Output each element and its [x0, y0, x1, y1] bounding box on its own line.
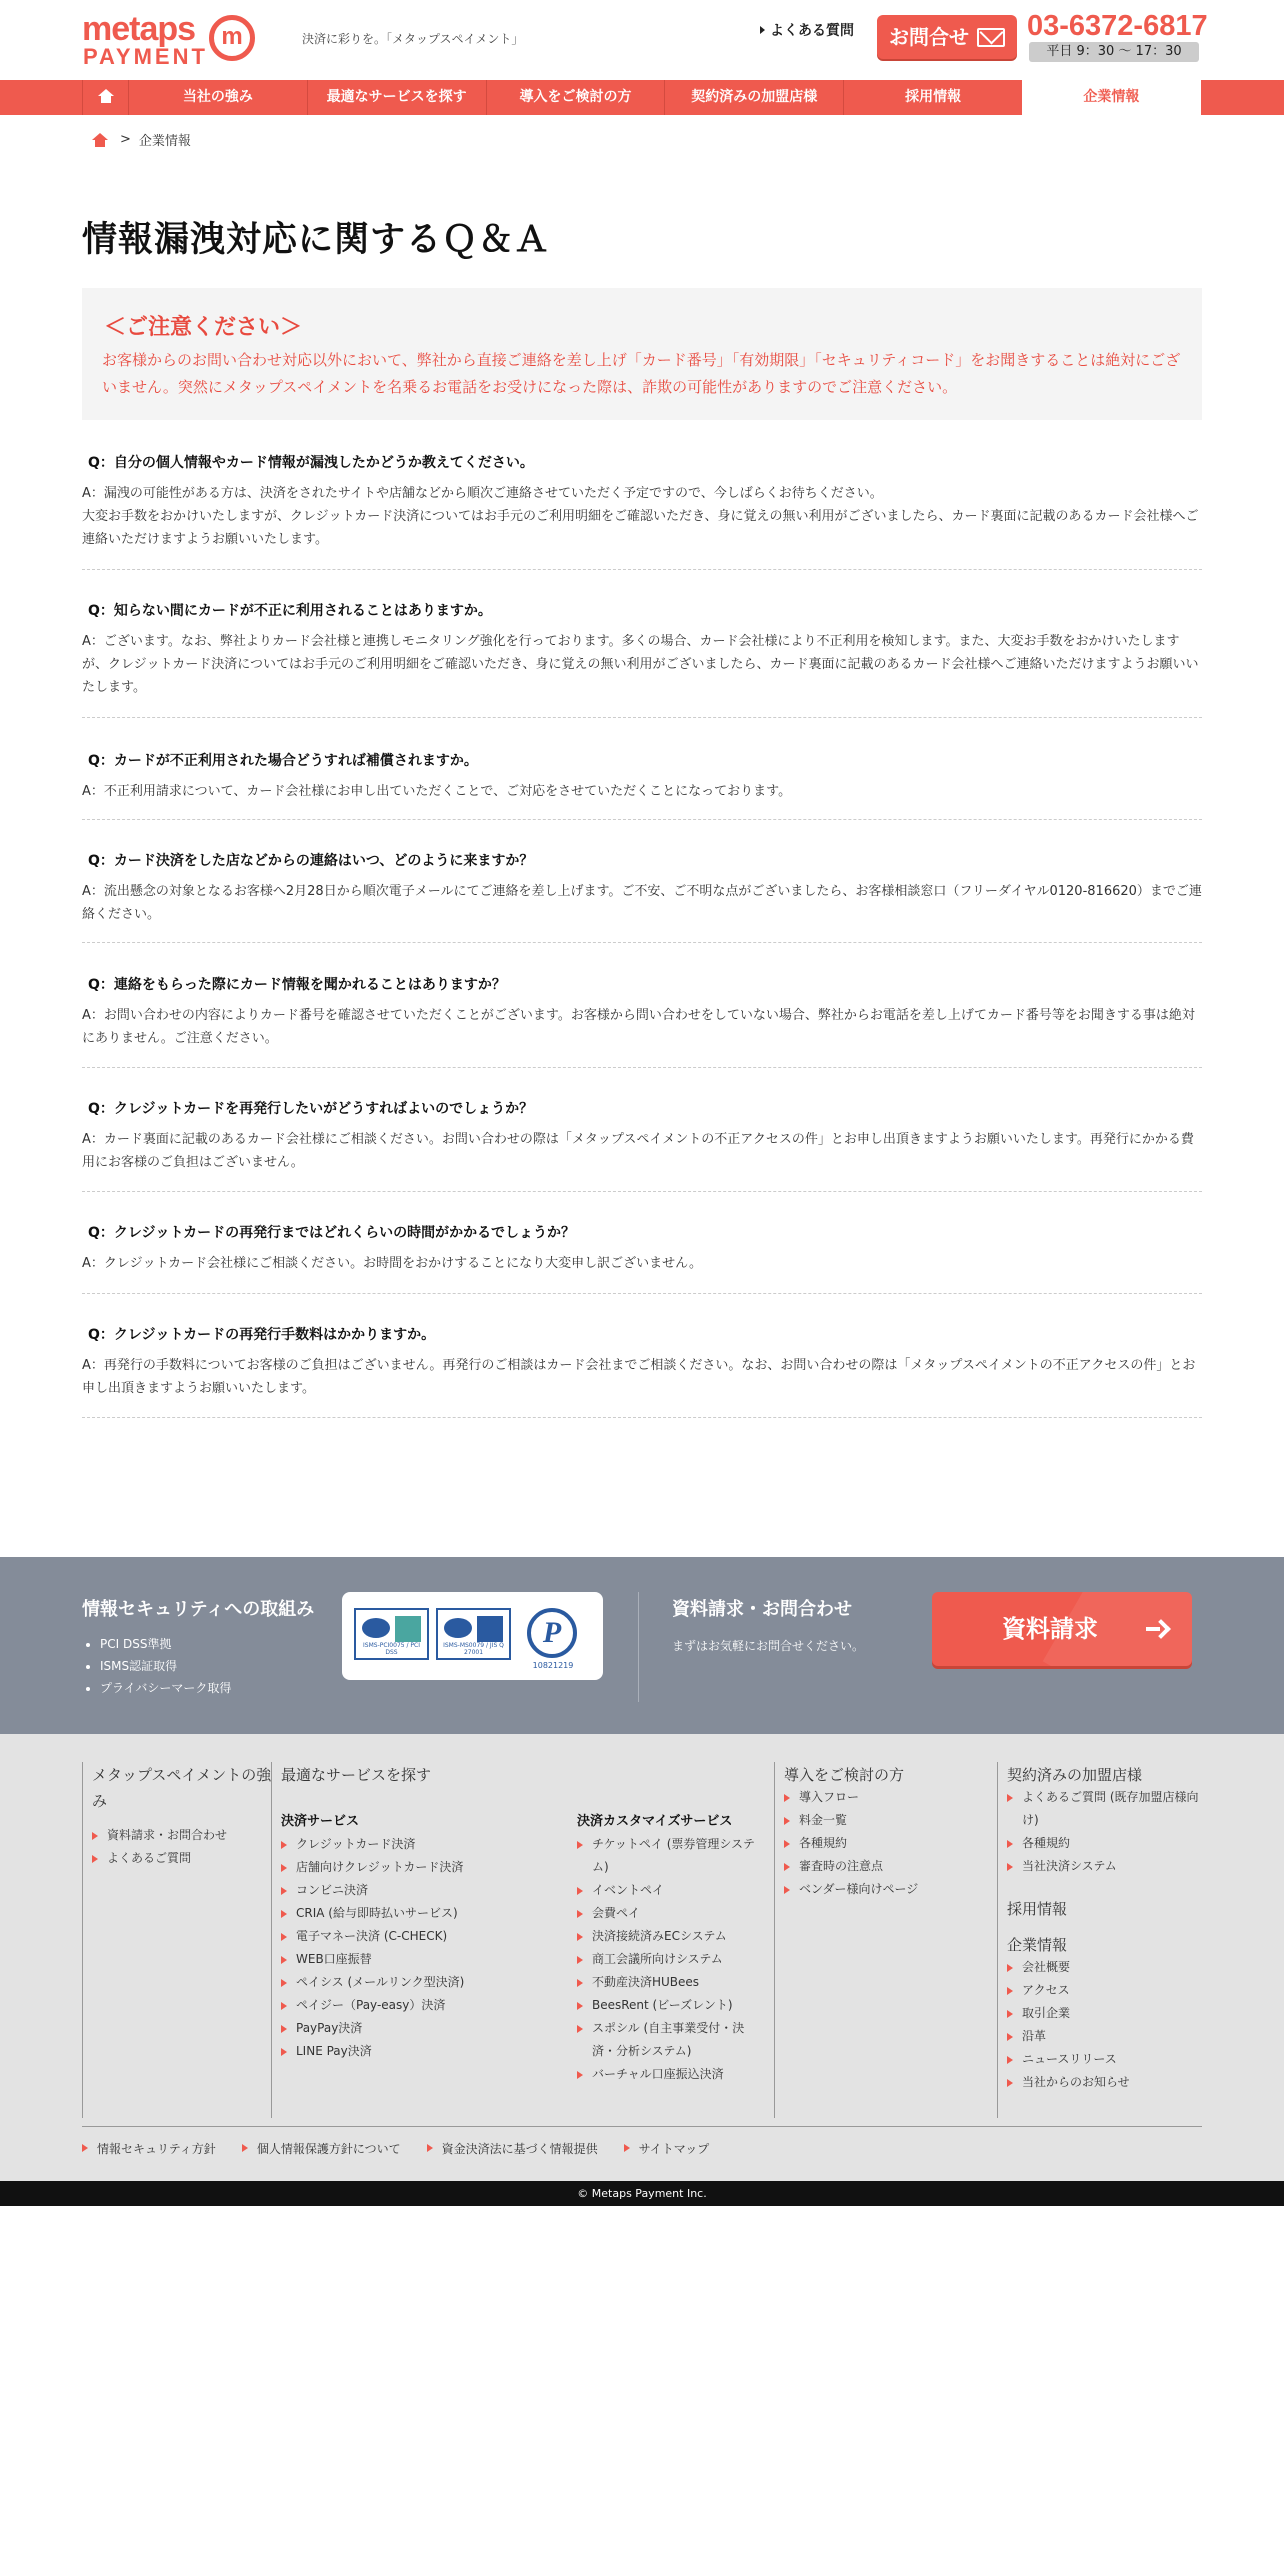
qa-item [82, 452, 1202, 570]
certification-logos [342, 1592, 603, 1680]
qa-question: Q：クレジットカードの再発行まではどれくらいの時間がかかるでしょうか？ [88, 1225, 575, 1241]
qa-question: Q：クレジットカードの再発行手数料はかかりますか。 [88, 1327, 436, 1343]
faq-link[interactable]: よくある質問 [760, 20, 854, 40]
sitemap-link[interactable]: スポシル (自主事業受付・決済・分析システム) [577, 2017, 757, 2063]
sitemap-link[interactable]: クレジットカード決済 [281, 1833, 561, 1856]
sitemap-link[interactable]: 料金一覧 [784, 1809, 998, 1832]
sitemap-heading[interactable]: 最適なサービスを探す [281, 1766, 432, 1784]
phone-number[interactable]: 03-6372-6817 [1027, 10, 1208, 42]
global-nav [0, 80, 1284, 115]
divider [638, 1592, 639, 1702]
sitemap-link[interactable]: バーチャル口座振込決済 [577, 2063, 757, 2086]
sitemap-link[interactable]: 審査時の注意点 [784, 1855, 998, 1878]
breadcrumb-home-icon[interactable] [92, 133, 108, 147]
nav-strengths[interactable]: 当社の強み [128, 80, 307, 115]
qa-answer: A：ございます。なお、弊社よりカード会社様と連携しモニタリング強化を行っております。多くの場合、カード会社様により不正利用を検知します。また、大変お手数をおかけいたしますが、クレジットカード決済についてはお手元のご利用明細をご確認いただき、身に覚えの無い利用がございましたら、カード裏面に記載のあるカード会社様へご連絡いただけますようお願いいたします。 [82, 634, 1199, 695]
sitemap-link[interactable]: ニュースリリース [1007, 2048, 1202, 2071]
sitemap-link[interactable]: 導入フロー [784, 1786, 998, 1809]
qa-item [82, 1324, 1202, 1418]
request-title: 資料請求・お問合わせ [672, 1599, 852, 1620]
sitemap-heading[interactable]: 採用情報 [1007, 1900, 1068, 1918]
sitemap-subheading: 決済カスタマイズサービス [577, 1814, 733, 1829]
qa-item [82, 850, 1202, 943]
qa-question: Q：カード決済をした店などからの連絡はいつ、どのように来ますか？ [88, 853, 534, 869]
sitemap-link[interactable]: 電子マネー決済 (C-CHECK) [281, 1925, 561, 1948]
sitemap-link[interactable]: 資料請求・お問合わせ [92, 1824, 272, 1847]
qa-question: Q：自分の個人情報やカード情報が漏洩したかどうか教えてください。 [88, 455, 534, 471]
qa-answer: A：クレジットカード会社様にご相談ください。お時間をおかけすることになり大変申し訳ございません。 [82, 1256, 702, 1271]
sitemap-link[interactable]: よくあるご質問 (既存加盟店様向け) [1007, 1786, 1202, 1832]
contact-button[interactable] [877, 15, 1017, 59]
footer-link[interactable]: 資金決済法に基づく情報提供 [427, 2140, 598, 2157]
sitemap-link[interactable]: 取引企業 [1007, 2002, 1202, 2025]
qa-answer: A：不正利用請求について、カード会社様にお申し出ていただくことで、ご対応をさせていただくことになっております。 [82, 784, 792, 799]
sitemap-link[interactable]: ペイジー（Pay-easy）決済 [281, 1994, 561, 2017]
isms-jis-cert-icon [436, 1608, 511, 1660]
breadcrumb-current: 企業情報 [138, 134, 191, 149]
request-materials-button[interactable] [932, 1592, 1192, 1666]
footer-link[interactable]: サイトマップ [624, 2140, 710, 2157]
request-subtitle: まずはお気軽にお問合せください。 [672, 1639, 865, 1653]
nav-home[interactable] [82, 80, 128, 115]
security-item: • PCI DSS準拠 [100, 1633, 231, 1655]
cert-text: ISMS-PCI0075 / PCI DSS [363, 1642, 420, 1656]
site-header [0, 0, 1284, 80]
business-hours: 平日 9：30 〜 17：30 [1029, 42, 1199, 62]
sitemap-link[interactable]: 会社概要 [1007, 1956, 1202, 1979]
sitemap-link[interactable]: よくあるご質問 [92, 1847, 272, 1870]
nav-merchants[interactable]: 契約済みの加盟店様 [664, 80, 843, 115]
site-logo[interactable] [82, 10, 254, 69]
qa-answer: A：流出懸念の対象となるお客様へ2月28日から順次電子メールにてご連絡を差し上げます。ご不安、ご不明な点がございましたら、お客様相談窓口（フリーダイヤル0120-816620）までご連絡ください。 [82, 884, 1202, 922]
qa-answer: A：再発行の手数料についてお客様のご負担はございません。再発行のご相談はカード会社までご相談ください。なお、お問い合わせの際は「メタップスペイメントの不正アクセスの件」とお申し出頂きますようお願いいたします。 [82, 1358, 1196, 1396]
nav-considering[interactable]: 導入をご検討の方 [486, 80, 665, 115]
qa-question: Q：知らない間にカードが不正に利用されることはありますか。 [88, 603, 492, 619]
pmark-number: 10821219 [532, 1661, 574, 1670]
sitemap-col-strengths [82, 1762, 272, 2118]
qa-question: Q：連絡をもらった際にカード情報を聞かれることはありますか？ [88, 977, 506, 993]
sitemap-link[interactable]: BeesRent (ビーズレント) [577, 1994, 757, 2017]
logo-text-bottom: PAYMENT [83, 44, 208, 69]
qa-question: Q：カードが不正利用された場合どうすれば補償されますか。 [88, 753, 478, 769]
sitemap-link[interactable]: ペイシス (メールリンク型決済) [281, 1971, 561, 1994]
footer-link[interactable]: 情報セキュリティ方針 [82, 2140, 216, 2157]
sitemap-heading[interactable]: メタップスペイメントの強み [92, 1766, 272, 1810]
request-button-label: 資料請求 [1002, 1615, 1098, 1643]
footer-sitemap [0, 1734, 1284, 2181]
page-title: 情報漏洩対応に関するＱ＆Ａ [82, 220, 551, 260]
footer-bottom-links [82, 2140, 735, 2157]
sitemap-link[interactable]: 店舗向けクレジットカード決済 [281, 1856, 561, 1879]
security-title: 情報セキュリティへの取組み [82, 1599, 315, 1620]
qa-answer: A：カード裏面に記載のあるカード会社様にご相談ください。お問い合わせの際は「メタップスペイメントの不正アクセスの件」とお申し出頂きますようお願いいたします。再発行にかかる費用にお客様のご負担はございません。 [82, 1132, 1194, 1170]
copyright: © Metaps Payment Inc. [0, 2181, 1284, 2206]
qa-item [82, 1222, 1202, 1294]
logo-mark: m [209, 15, 255, 61]
qa-item [82, 1098, 1202, 1192]
sitemap-link[interactable]: 当社からのお知らせ [1007, 2071, 1202, 2094]
breadcrumb-separator: > [120, 132, 131, 147]
notice-title: ＜ご注意ください＞ [104, 315, 303, 340]
security-list [100, 1633, 231, 1699]
sitemap-link[interactable]: 各種規約 [1007, 1832, 1202, 1855]
qa-item [82, 750, 1202, 820]
sitemap-heading[interactable]: 契約済みの加盟店様 [1007, 1766, 1143, 1784]
sitemap-link[interactable]: ベンダー様向けページ [784, 1878, 998, 1901]
breadcrumb [92, 130, 191, 149]
nav-find-service[interactable]: 最適なサービスを探す [307, 80, 486, 115]
footer-cta-band [0, 1557, 1284, 1734]
sitemap-col-services [271, 1762, 775, 2118]
qa-item [82, 974, 1202, 1068]
sitemap-link[interactable]: 会費ペイ [577, 1902, 757, 1925]
sitemap-col-merchants [997, 1762, 1202, 2118]
notice-box [82, 288, 1202, 420]
sitemap-link[interactable]: 商工会議所向けシステム [577, 1948, 757, 1971]
sitemap-link[interactable]: 当社決済システム [1007, 1855, 1202, 1878]
qa-question: Q：クレジットカードを再発行したいがどうすればよいのでしょうか？ [88, 1101, 534, 1117]
nav-company[interactable]: 企業情報 [1022, 80, 1201, 115]
sitemap-col-considering [774, 1762, 998, 2118]
sitemap-link[interactable]: PayPay決済 [281, 2017, 561, 2040]
sitemap-link[interactable]: アクセス [1007, 1979, 1202, 2002]
sitemap-subheading: 決済サービス [281, 1814, 360, 1829]
qa-item [82, 600, 1202, 718]
sitemap-link[interactable]: WEB口座振替 [281, 1948, 561, 1971]
footer-link[interactable]: 個人情報保護方針について [242, 2140, 401, 2157]
qa-answer: A：お問い合わせの内容によりカード番号を確認させていただくことがございます。お客様から問い合わせをしていない場合、弊社からお電話を差し上げてカード番号等をお聞きする事は絶対にありません。ご注意ください。 [82, 1008, 1195, 1046]
sitemap-link[interactable]: LINE Pay決済 [281, 2040, 561, 2063]
qa-answer: A：漏洩の可能性がある方は、決済をされたサイトや店舗などから順次ご連絡させていただく予定ですので、今しばらくお待ちください。 大変お手数をおかけいたしますが、クレジットカード決済についてはお手元のご利用明細をご確認いただき、身に覚えの無い利用がございましたら、カード裏面に記載のあるカード会社様へご連絡いただけますようお願いいたします。 [82, 486, 1199, 547]
tagline: 決済に彩りを。「メタップスペイメント」 [302, 32, 524, 46]
nav-recruit[interactable]: 採用情報 [843, 80, 1022, 115]
cert-text: ISMS-MS0079 / JIS Q 27001 [443, 1642, 504, 1656]
sitemap-link[interactable]: 不動産決済HUBees [577, 1971, 757, 1994]
sitemap-link[interactable]: チケットペイ (票券管理システム) [577, 1833, 757, 1879]
home-icon [98, 89, 114, 103]
security-item: • プライバシーマーク取得 [100, 1677, 231, 1699]
logo-text-top: metaps [82, 10, 196, 48]
arrow-right-icon [1146, 1620, 1168, 1638]
sitemap-link[interactable]: イベントペイ [577, 1879, 757, 1902]
divider [82, 2126, 1202, 2127]
sitemap-link[interactable]: 各種規約 [784, 1832, 998, 1855]
mail-icon [977, 28, 1005, 47]
notice-text: お客様からのお問い合わせ対応以外において、弊社から直接ご連絡を差し上げ「カード番号」「有効期限」「セキュリティコード」をお聞きすることは絶対にございません。突然にメタップスペイメントを名乗るお電話をお受けになった際は、詐欺の可能性がありますのでご注意ください。 [102, 351, 1181, 396]
sitemap-heading[interactable]: 導入をご検討の方 [784, 1766, 905, 1784]
contact-button-label: お問合せ [889, 25, 969, 49]
isms-pci-cert-icon [354, 1608, 429, 1660]
sitemap-link[interactable]: 沿革 [1007, 2025, 1202, 2048]
sitemap-heading[interactable]: 企業情報 [1007, 1936, 1068, 1954]
sitemap-link[interactable]: 決済接続済みECシステム [577, 1925, 757, 1948]
sitemap-link[interactable]: コンビニ決済 [281, 1879, 561, 1902]
sitemap-link[interactable]: CRIA (給与即時払いサービス) [281, 1902, 561, 1925]
privacy-mark-icon: P 10821219 [517, 1602, 589, 1670]
security-item: • ISMS認証取得 [100, 1655, 231, 1677]
